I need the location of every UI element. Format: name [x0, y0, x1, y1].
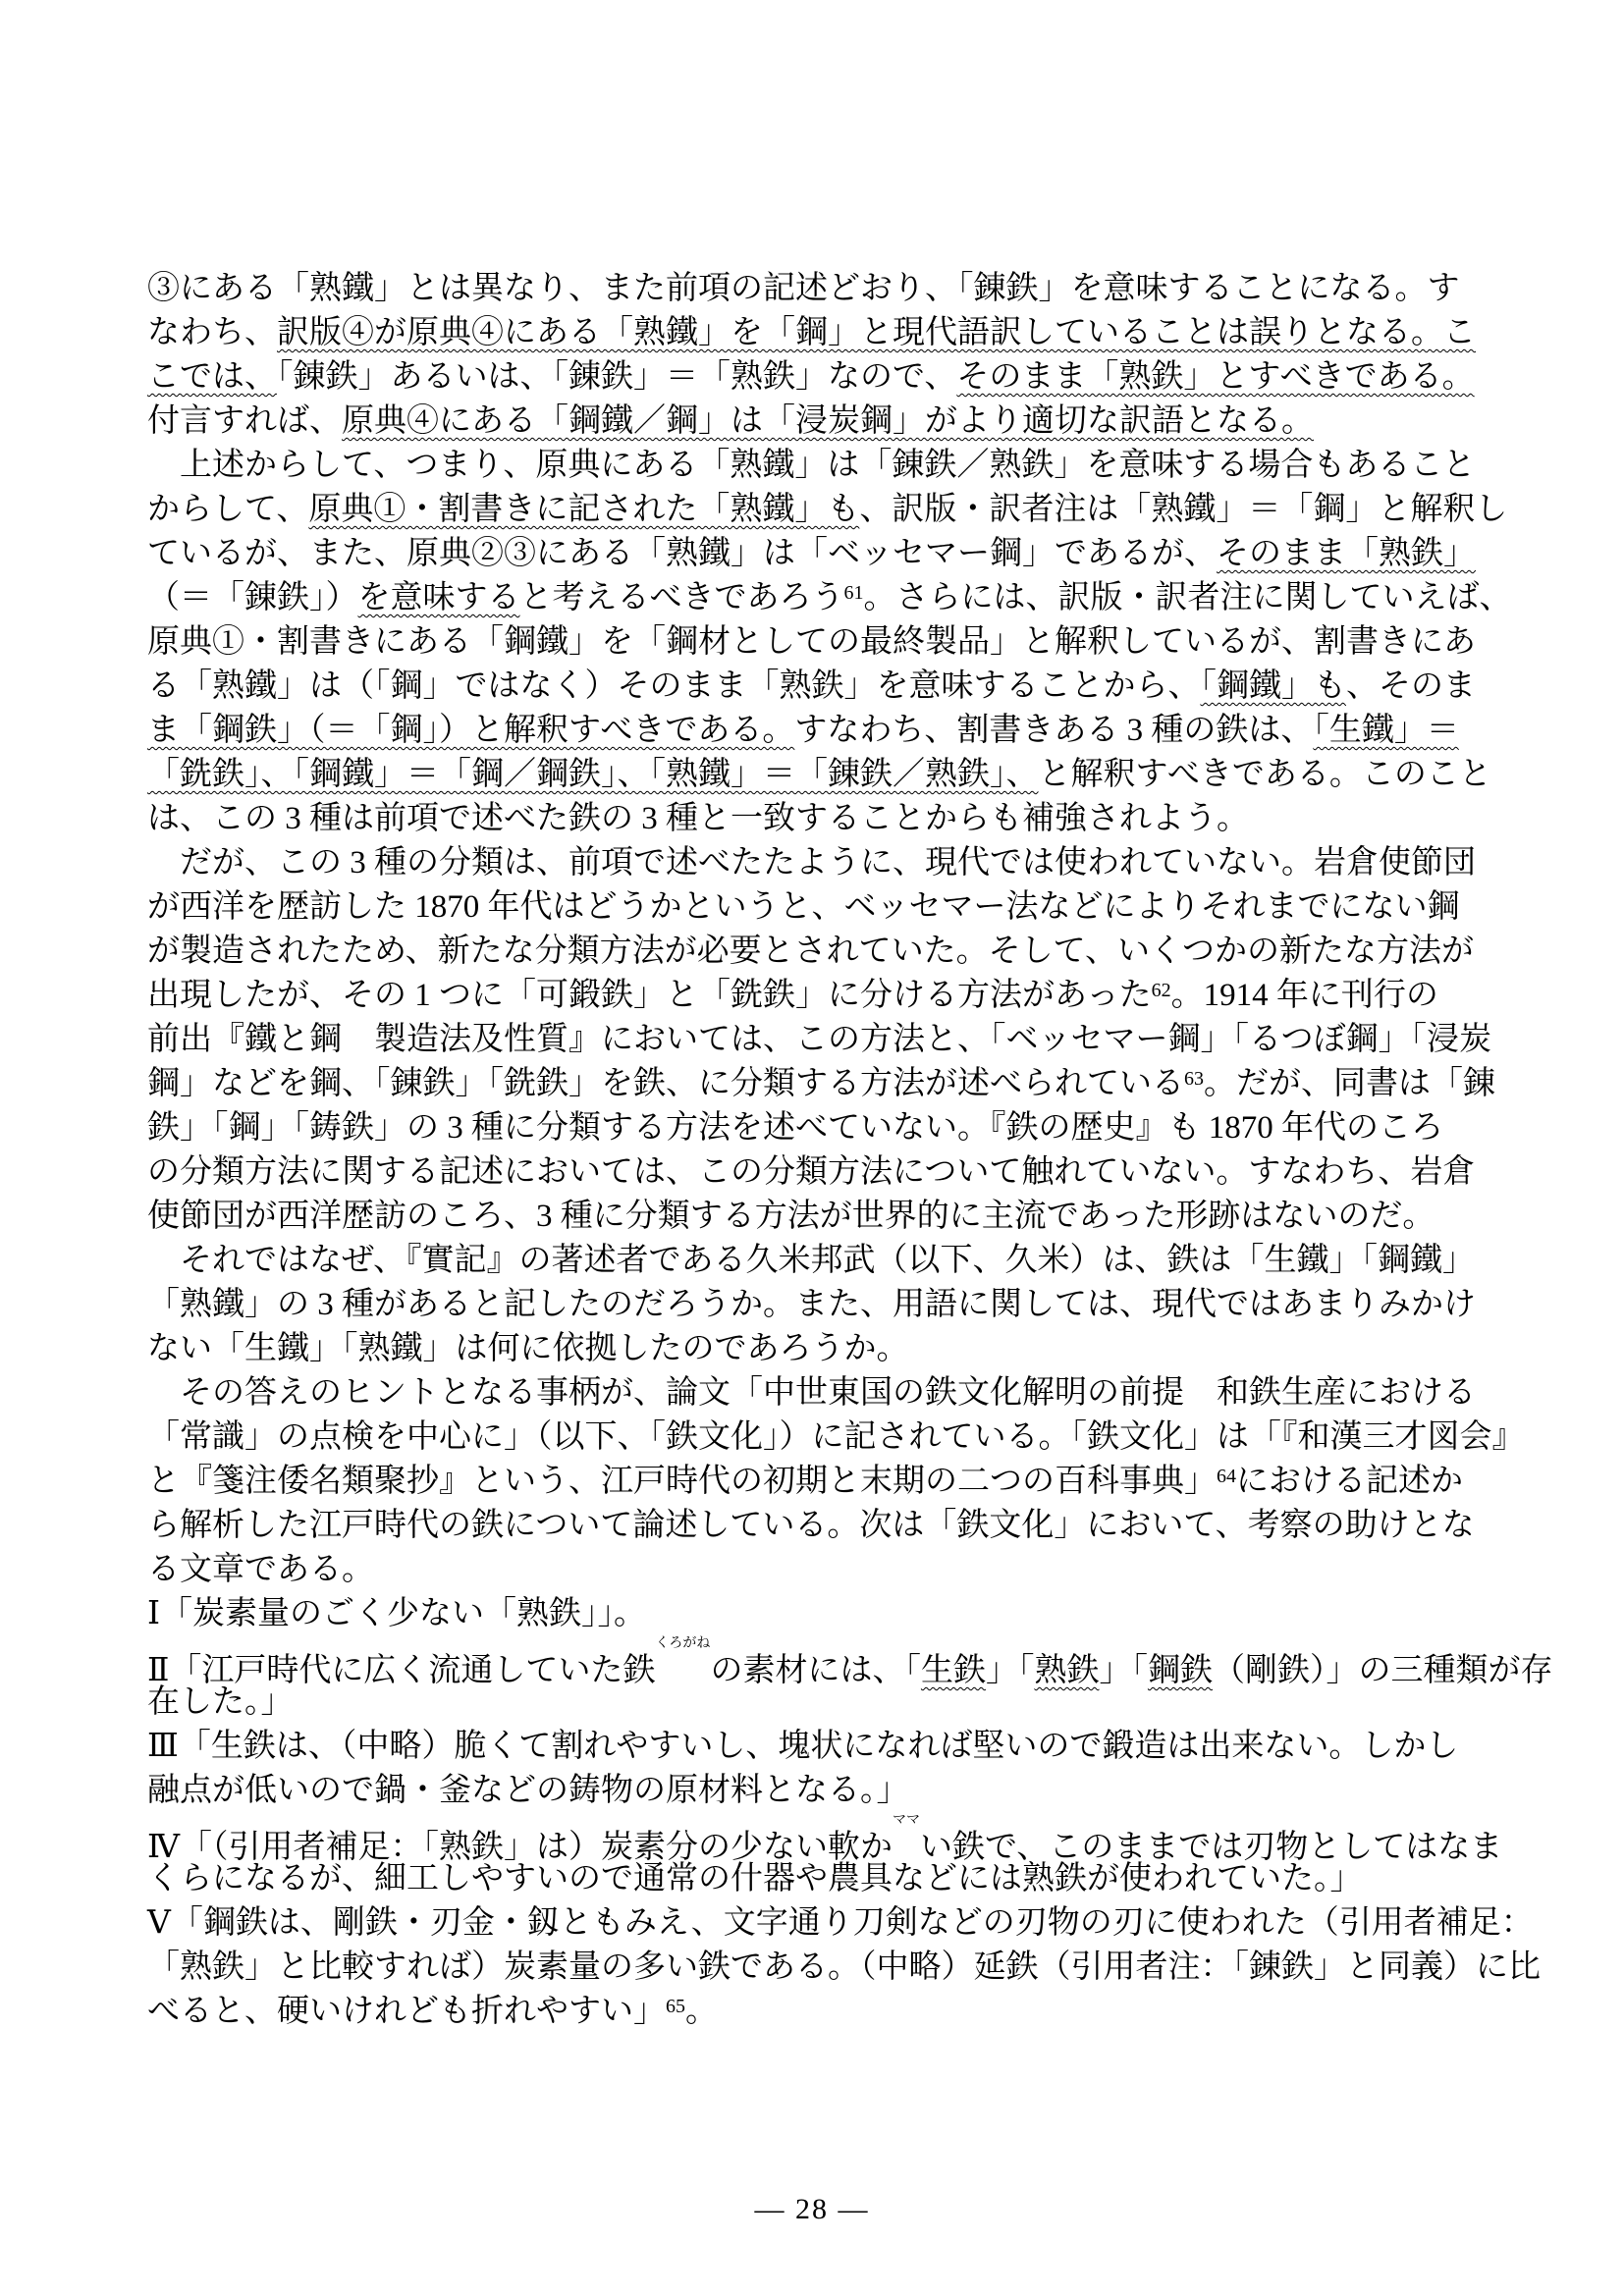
page-number: — 28 — — [754, 2193, 870, 2225]
wavy-underlined-text: そのまま「熟鉄」 — [1217, 536, 1476, 571]
footnote-reference: 61 — [843, 582, 864, 604]
text-line — [147, 930, 1488, 974]
text-line — [147, 1548, 1488, 1592]
text-line — [147, 1592, 1488, 1636]
text-segment: その答えのヒントとなる事柄が、論文「中世東国の鉄文化解明の前提 和鉄生産における — [147, 1375, 1476, 1411]
text-line — [147, 797, 1488, 841]
text-line — [147, 1636, 1553, 1688]
text-segment: 「常識」の点検を中心に」（以下、「鉄文化」）に記されている。「鉄文化」は「『和漢三才図会』 — [147, 1419, 1525, 1455]
text-segment: と『箋注倭名類聚抄』という、江戸時代の初期と末期の二つの百科事典」 — [147, 1464, 1217, 1499]
text-block — [147, 267, 1553, 2034]
text-segment: 「錬鉄」あるいは、「錬鉄」＝「熟鉄」なので、 — [277, 359, 957, 395]
text-line — [147, 1018, 1492, 1062]
wavy-underlined-text: ま「鋼鉄」（＝「鋼」）と解釈すべきである。 — [147, 713, 795, 748]
text-segment: ない「生鐵」「熟鐵」は何に依拠したのであろうか。 — [147, 1331, 909, 1366]
text-segment: なわち、 — [147, 315, 277, 350]
text-segment: （剛鉄）」の三種類が存 — [1212, 1653, 1553, 1688]
text-segment: 。だが、同書は「錬 — [1204, 1066, 1495, 1101]
footnote-reference: 62 — [1151, 980, 1171, 1001]
text-segment: 」「 — [985, 1653, 1035, 1688]
text-segment: 原典①・割書きにある「鋼鐵」を「鋼材としての最終製品」と解釈しているが、割書きにあ — [147, 624, 1476, 660]
ruby-annotated-text: 鉄くろがね — [623, 1636, 711, 1688]
wavy-underlined-text: 「銑鉄」、「鋼鐵」＝「鋼／鋼鉄」、「熟鐵」＝「錬鉄／熟鉄」、 — [147, 757, 1039, 792]
text-segment: る文章である。 — [147, 1552, 374, 1587]
text-line — [147, 1901, 1534, 1946]
wavy-underlined-text: 熟鉄 — [1034, 1653, 1100, 1688]
text-segment: （＝「錬鉄」） — [147, 580, 358, 615]
text-segment: ③にある「熟鐵」とは異なり、また前項の記述どおり、「錬鉄」を意味することになる。す — [147, 271, 1460, 306]
text-segment: 前出『鐵と鋼 製造法及性質』においては、この方法と、「ベッセマー鋼」「るつぼ鋼」「浸炭 — [147, 1022, 1492, 1057]
text-segment: 。1914 年に刊行の — [1170, 978, 1438, 1013]
text-segment: ているが、また、原典②③にある「熟鐵」は「ベッセマー鋼」であるが、 — [147, 536, 1217, 571]
wavy-underlined-text: 「生鐵」＝ — [1313, 713, 1459, 748]
wavy-underlined-text: 訳版④が原典④にある「熟鐵」を「鋼」と現代語訳していることは誤りとなる。こ — [277, 315, 1476, 350]
text-segment: 付言すれば、 — [147, 403, 342, 439]
text-line — [147, 1946, 1541, 1990]
text-segment: すなわち、割書きある 3 種の鉄は、 — [794, 713, 1314, 748]
wavy-underlined-text: 原典①・割書きに記された「熟鐵」も — [308, 492, 860, 527]
wavy-underlined-text: を意味する — [357, 580, 520, 615]
text-segment: 、訳版・訳者注は「熟鐵」＝「鋼」と解釈し — [859, 492, 1508, 527]
text-segment: る「熟鐵」は（「鋼」ではなく）そのまま「熟鉄」を意味することから、 — [147, 668, 1201, 704]
text-line — [147, 576, 1512, 620]
wavy-underlined-text: 生鉄 — [920, 1653, 986, 1688]
text-segment: 在した。」 — [147, 1684, 294, 1720]
text-line — [147, 1106, 1488, 1150]
text-line — [147, 1504, 1488, 1548]
text-line — [147, 1857, 1488, 1901]
text-line — [147, 1239, 1488, 1283]
text-line — [147, 709, 1488, 753]
text-segment: 「熟鉄」と比較すれば）炭素量の多い鉄である。（中略）延鉄（引用者注：「錬鉄」と同義）に比 — [147, 1949, 1541, 1985]
text-line — [147, 1725, 1488, 1769]
wavy-underlined-text: そのまま「熟鉄」とすべきである。 — [956, 359, 1475, 395]
text-segment: は、この 3 種は前項で述べた鉄の 3 種と一致することからも補強されよう。 — [147, 801, 1249, 836]
text-segment: Ⅱ「江戸時代に広く流通していた — [147, 1653, 623, 1688]
text-line — [147, 620, 1488, 665]
footnote-reference: 64 — [1217, 1466, 1236, 1487]
text-line — [147, 400, 1488, 444]
text-segment: 、そのま — [1346, 668, 1476, 704]
text-segment: 鋼」などを鋼、「錬鉄」「銑鉄」を鉄、に分類する方法が述べられている — [147, 1066, 1184, 1101]
text-line — [147, 355, 1488, 400]
ruby-annotated-text: 軟かママ — [827, 1813, 920, 1865]
text-segment: からして、 — [147, 492, 309, 527]
text-line — [147, 1415, 1525, 1460]
text-segment: 。さらには、訳版・訳者注に関していえば、 — [863, 580, 1512, 615]
text-line — [147, 444, 1488, 488]
text-line — [147, 974, 1488, 1018]
text-segment: だが、この 3 種の分類は、前項で述べたたように、現代では使われていない。岩倉使節団 — [147, 845, 1476, 881]
wavy-underlined-text: 「鋼鐵」も — [1200, 668, 1346, 704]
text-line — [147, 1460, 1488, 1504]
wavy-underlined-text: 原典④にある「鋼鐵／鋼」は「浸炭鋼」がより適切な訳語となる。 — [342, 403, 1314, 439]
text-segment: ら解析した江戸時代の鉄について論述している。次は「鉄文化」において、考察の助けとな — [147, 1508, 1475, 1543]
text-segment: 。 — [685, 1994, 718, 2029]
text-line — [147, 532, 1488, 576]
text-segment: い鉄で、このままでは刃物としてはなま — [919, 1830, 1503, 1865]
text-line — [147, 1062, 1495, 1106]
text-segment: Ⅴ「鋼鉄は、剛鉄・刃金・釼ともみえ、文字通り刀剣などの刃物の刃に使われた（引用者補足： — [147, 1905, 1534, 1941]
wavy-underlined-text: こでは、 — [147, 359, 277, 395]
text-segment: べると、硬いけれども折れやすい」 — [147, 1994, 666, 2029]
text-segment: Ⅲ「生鉄は、（中略）脆くて割れやすいし、塊状になれば堅いので鍛造は出来ない。しかし — [147, 1729, 1459, 1764]
text-line — [147, 665, 1488, 709]
text-segment: 上述からして、つまり、原典にある「熟鐵」は「錬鉄／熟鉄」を意味する場合もあること — [147, 448, 1476, 483]
footnote-reference: 63 — [1184, 1068, 1204, 1090]
text-segment: 使節団が西洋歴訪のころ、3 種に分類する方法が世界的に主流であった形跡はないのだ。 — [147, 1199, 1435, 1234]
text-segment: における記述か — [1236, 1464, 1463, 1499]
text-line — [147, 267, 1488, 311]
text-line — [147, 1283, 1488, 1327]
footnote-reference: 65 — [666, 1996, 685, 2017]
text-segment: と解釈すべきである。このこと — [1038, 757, 1491, 792]
text-segment: 出現したが、その 1 つに「可鍛鉄」と「銑鉄」に分ける方法があった — [147, 978, 1152, 1013]
text-segment: 鉄」「鋼」「鋳鉄」の 3 種に分類する方法を述べていない。『鉄の歴史』も 1870 年代のころ — [147, 1110, 1443, 1146]
text-segment: くらになるが、細工しやすいので通常の什器や農具などには熟鉄が使われていた。」 — [147, 1861, 1363, 1896]
text-line — [147, 1371, 1488, 1415]
text-line — [147, 885, 1488, 930]
text-segment: が製造されたため、新たな分類方法が必要とされていた。そして、いくつかの新たな方法が — [147, 934, 1475, 969]
ruby-annotation: ママ — [892, 1813, 920, 1828]
text-segment: 」「 — [1099, 1653, 1148, 1688]
text-segment: の素材には、「 — [710, 1653, 921, 1688]
text-line — [147, 488, 1508, 532]
text-segment: それではなぜ、『實記』の著述者である久米邦武（以下、久米）は、鉄は「生鐵」「鋼鐵」 — [147, 1243, 1476, 1278]
text-line — [147, 1769, 1488, 1813]
text-segment: Ⅰ「炭素量のごく少ない「熟鉄」」。 — [147, 1596, 647, 1631]
text-line — [147, 1150, 1488, 1195]
text-line — [147, 841, 1488, 885]
text-segment: が西洋を歴訪した 1870 年代はどうかというと、ベッセマー法などによりそれまでにない鋼 — [147, 889, 1460, 925]
text-line — [147, 753, 1491, 797]
text-line — [147, 311, 1488, 355]
text-line — [147, 1990, 1488, 2034]
ruby-annotation: くろがね — [655, 1636, 711, 1651]
text-line — [147, 1813, 1503, 1865]
text-line — [147, 1195, 1488, 1239]
text-segment: 融点が低いので鍋・釜などの鋳物の原材料となる。」 — [147, 1773, 909, 1808]
text-segment: Ⅳ「（引用者補足：「熟鉄」は）炭素分の少ない — [147, 1830, 828, 1865]
text-line — [147, 1327, 1488, 1371]
text-segment: 「熟鐵」の 3 種があると記したのだろうか。また、用語に関しては、現代ではあまりみかけ — [147, 1287, 1476, 1322]
text-segment: と考えるべきであろう — [519, 580, 844, 615]
wavy-underlined-text: 鋼鉄 — [1147, 1653, 1213, 1688]
text-segment: の分類方法に関する記述においては、この分類方法について触れていない。すなわち、岩倉 — [147, 1154, 1476, 1190]
